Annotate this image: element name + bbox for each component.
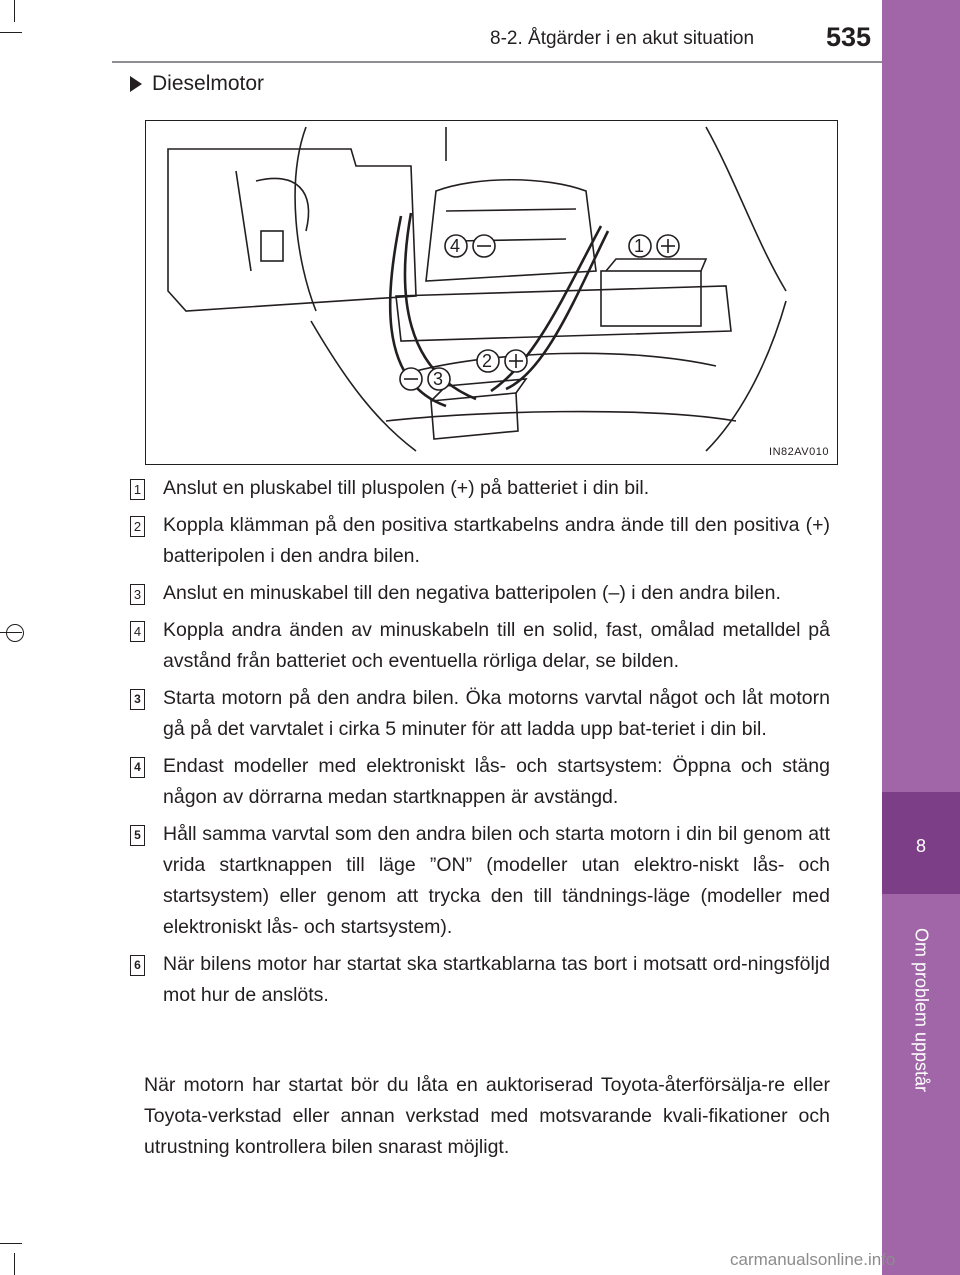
callout-4-label: 4 bbox=[450, 236, 461, 256]
callout-2-label: 2 bbox=[482, 351, 493, 371]
callout-1-label: 1 bbox=[634, 236, 645, 256]
closing-paragraph: När motorn har startat bör du låta en auktoriserad Toyota-återförsälja-re eller Toyota-verkstad eller annan verkstad med motsvarande kvali-fikationer och utrustning kontrollera bilen snarast möjligt. bbox=[144, 1074, 830, 1158]
sub-step-text: Anslut en minuskabel till den negativa batteripolen (–) i den andra bilen. bbox=[163, 582, 781, 604]
chapter-title: Om problem uppstår bbox=[911, 927, 932, 1093]
sub-step-text: Koppla andra änden av minuskabeln till en solid, fast, omålad metalldel på avstånd från batteriet och eventuella rörliga delar, se bilden. bbox=[163, 619, 830, 672]
sub-step-1 bbox=[130, 473, 830, 504]
chapter-number: 8 bbox=[915, 836, 926, 856]
header-section-title: 8-2. Åtgärder i en akut situation bbox=[490, 28, 755, 49]
header-rule bbox=[112, 61, 882, 63]
main-step-3 bbox=[130, 683, 830, 745]
sub-step-number: 4 bbox=[130, 621, 145, 642]
subsection-heading bbox=[130, 72, 264, 96]
subsection-title: Dieselmotor bbox=[152, 72, 265, 95]
sub-step-number: 2 bbox=[130, 516, 145, 537]
sub-step-text: Anslut en pluskabel till pluspolen (+) på batteriet i din bil. bbox=[163, 477, 650, 499]
triangle-bullet-icon bbox=[130, 76, 142, 92]
callout-3-label: 3 bbox=[433, 369, 444, 389]
sub-step-3 bbox=[130, 578, 830, 609]
sub-step-4 bbox=[130, 615, 830, 677]
sub-step-number: 3 bbox=[130, 584, 145, 605]
page-number: 535 bbox=[826, 22, 872, 52]
jump-start-diagram bbox=[146, 121, 838, 465]
engine-bay-illustration bbox=[145, 120, 838, 465]
watermark-link[interactable]: carmanualsonline.info bbox=[730, 1250, 896, 1269]
main-step-number: 3 bbox=[130, 689, 145, 710]
instruction-steps bbox=[130, 473, 830, 1017]
sub-step-number: 1 bbox=[130, 479, 145, 500]
main-step-number: 4 bbox=[130, 757, 145, 778]
main-step-number: 5 bbox=[130, 825, 145, 846]
sub-step-2 bbox=[130, 510, 830, 572]
main-step-text: När bilens motor har startat ska startkablarna tas bort i motsatt ord-ningsföljd mot hur de anslöts. bbox=[163, 953, 830, 1006]
main-step-text: Starta motorn på den andra bilen. Öka motorns varvtal något och låt motorn gå på det varvtalet i cirka 5 minuter för att ladda upp bat-teriet i din bil. bbox=[163, 687, 830, 740]
sub-step-text: Koppla klämman på den positiva startkabelns andra ände till den positiva (+) batteripolen i den andra bilen. bbox=[163, 514, 830, 567]
main-step-5 bbox=[130, 819, 830, 943]
main-step-4 bbox=[130, 751, 830, 813]
main-step-number: 6 bbox=[130, 955, 145, 976]
figure-code: IN82AV010 bbox=[769, 446, 829, 458]
main-step-text: Endast modeller med elektroniskt lås- och startsystem: Öppna och stäng någon av dörrarna medan startknappen är avstängd. bbox=[163, 755, 830, 808]
main-step-6 bbox=[130, 949, 830, 1011]
main-step-text: Håll samma varvtal som den andra bilen och starta motorn i din bil genom att vrida startknappen till läge ”ON” (modeller utan elektro-niskt lås- och startsystem) eller genom att trycka den till tändnings-läge (modeller med elektroniskt lås- och startsystem). bbox=[163, 823, 830, 938]
